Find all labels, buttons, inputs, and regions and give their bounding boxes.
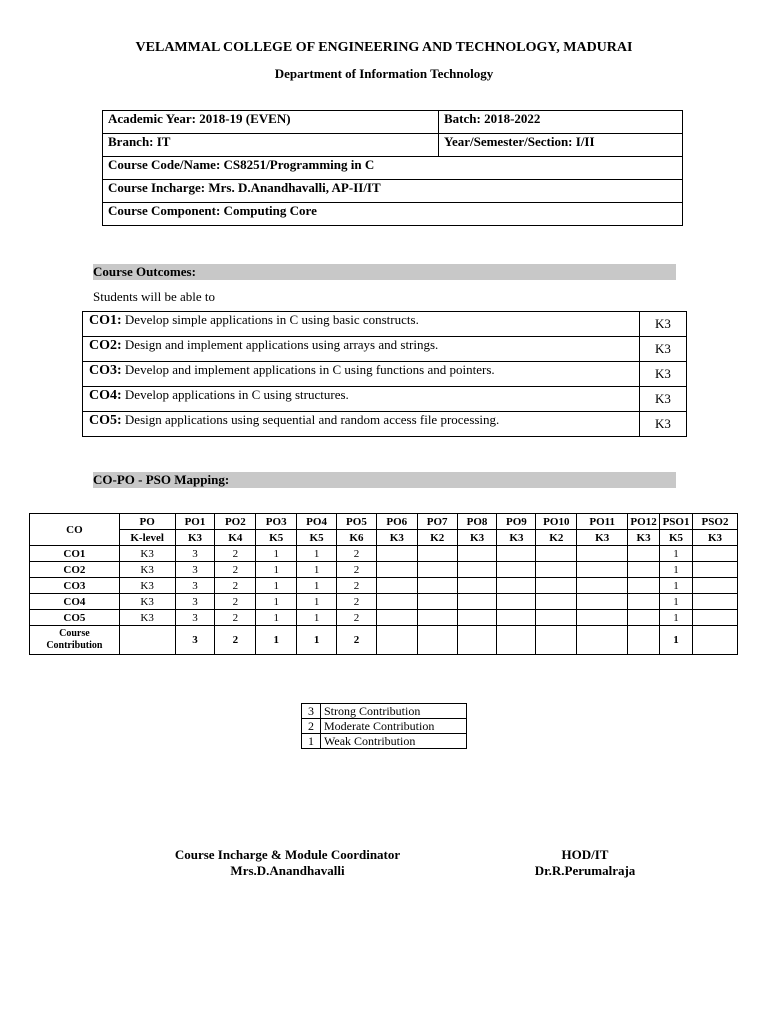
mapping-cell: 1 xyxy=(297,578,337,594)
course-outcomes-heading: Course Outcomes: xyxy=(93,264,676,280)
klevel-header-cell: K5 xyxy=(660,530,693,546)
mapping-cell xyxy=(376,562,417,578)
mapping-cell xyxy=(497,594,536,610)
mapping-cell: 1 xyxy=(256,562,297,578)
outcome-description xyxy=(83,412,640,437)
mapping-cell xyxy=(536,594,577,610)
mapping-cell: 2 xyxy=(337,546,377,562)
mapping-cell xyxy=(536,546,577,562)
contribution-label-line1: Course xyxy=(59,628,90,639)
academic-year: Academic Year: 2018-19 (EVEN) xyxy=(103,111,439,134)
mapping-row xyxy=(30,594,738,610)
outcome-code: CO3: xyxy=(89,363,122,378)
right-signature-name: Dr.R.Perumalraja xyxy=(534,863,636,878)
outcome-level: K3 xyxy=(640,387,687,412)
contribution-cell xyxy=(577,626,628,655)
mapping-row xyxy=(30,546,738,562)
contribution-cell: 2 xyxy=(337,626,377,655)
mapping-header-row xyxy=(30,514,738,530)
klevel-header-row xyxy=(30,530,738,546)
mapping-cell xyxy=(497,546,536,562)
outcome-description xyxy=(83,337,640,362)
outcome-level: K3 xyxy=(640,362,687,387)
mapping-cell xyxy=(417,578,457,594)
mapping-cell: 1 xyxy=(256,546,297,562)
outcome-description xyxy=(83,387,640,412)
mapping-cell xyxy=(417,546,457,562)
outcome-level: K3 xyxy=(640,312,687,337)
course-contribution-label xyxy=(30,626,120,655)
contribution-cell xyxy=(497,626,536,655)
po-header-cell: PO3 xyxy=(256,514,297,530)
klevel-header-cell: K4 xyxy=(215,530,256,546)
mapping-cell: 3 xyxy=(175,610,215,626)
mapping-co-label: CO3 xyxy=(30,578,120,594)
contribution-cell xyxy=(536,626,577,655)
mapping-cell: 1 xyxy=(660,594,693,610)
legend-value: 2 xyxy=(302,719,321,734)
klevel-header-cell: K6 xyxy=(337,530,377,546)
mapping-heading: CO-PO - PSO Mapping: xyxy=(93,472,676,488)
outcome-text: Develop simple applications in C using basic constructs. xyxy=(121,312,419,327)
mapping-co-label: CO1 xyxy=(30,546,120,562)
outcome-level: K3 xyxy=(640,412,687,437)
course-outcome-row xyxy=(83,412,687,437)
contribution-cell xyxy=(376,626,417,655)
po-header-cell: PO5 xyxy=(337,514,377,530)
mapping-cell xyxy=(497,610,536,626)
contribution-cell: 1 xyxy=(256,626,297,655)
mapping-cell xyxy=(457,610,497,626)
mapping-cell xyxy=(457,594,497,610)
mapping-cell: 3 xyxy=(175,578,215,594)
po-header-cell: PO xyxy=(119,514,175,530)
legend-value: 3 xyxy=(302,704,321,719)
co-po-mapping-table xyxy=(29,513,738,655)
mapping-cell xyxy=(577,610,628,626)
klevel-header-cell: K3 xyxy=(175,530,215,546)
mapping-cell: 1 xyxy=(297,594,337,610)
mapping-cell xyxy=(693,562,738,578)
course-info-table xyxy=(102,110,683,226)
contribution-cell xyxy=(457,626,497,655)
mapping-co-label: CO4 xyxy=(30,594,120,610)
contribution-cell xyxy=(417,626,457,655)
course-outcomes-table xyxy=(82,311,687,437)
contribution-cell xyxy=(628,626,660,655)
legend-label: Strong Contribution xyxy=(321,704,467,719)
mapping-cell: K3 xyxy=(119,610,175,626)
po-header-cell: PO1 xyxy=(175,514,215,530)
course-outcome-row xyxy=(83,337,687,362)
mapping-cell: K3 xyxy=(119,546,175,562)
mapping-cell: 2 xyxy=(215,594,256,610)
mapping-cell xyxy=(577,578,628,594)
mapping-cell: 2 xyxy=(215,562,256,578)
legend-row xyxy=(302,719,467,734)
outcome-text: Develop applications in C using structures. xyxy=(121,387,349,402)
mapping-cell: 2 xyxy=(337,610,377,626)
po-header-cell: PO12 xyxy=(628,514,660,530)
course-component: Course Component: Computing Core xyxy=(103,203,683,226)
mapping-co-label: CO2 xyxy=(30,562,120,578)
mapping-cell xyxy=(417,610,457,626)
legend-label: Moderate Contribution xyxy=(321,719,467,734)
klevel-header-cell: K5 xyxy=(256,530,297,546)
course-incharge: Course Incharge: Mrs. D.Anandhavalli, AP-II/IT xyxy=(103,180,683,203)
mapping-cell: 1 xyxy=(660,546,693,562)
mapping-cell xyxy=(693,610,738,626)
outcome-text: Design applications using sequential and random access file processing. xyxy=(121,412,500,427)
outcomes-intro: Students will be able to xyxy=(93,289,216,304)
co-column-header: CO xyxy=(30,514,120,546)
klevel-header-cell: K3 xyxy=(628,530,660,546)
outcome-level: K3 xyxy=(640,337,687,362)
mapping-cell xyxy=(628,546,660,562)
mapping-cell: 1 xyxy=(660,610,693,626)
outcome-text: Develop and implement applications in C using functions and pointers. xyxy=(121,362,495,377)
mapping-cell xyxy=(628,594,660,610)
mapping-cell xyxy=(376,610,417,626)
left-signature-name: Mrs.D.Anandhavalli xyxy=(230,863,345,878)
outcome-code: CO5: xyxy=(89,413,122,428)
mapping-cell: K3 xyxy=(119,562,175,578)
mapping-cell xyxy=(376,578,417,594)
contribution-label-line2: Contribution xyxy=(46,640,103,651)
legend-row xyxy=(302,704,467,719)
mapping-cell: 1 xyxy=(660,578,693,594)
po-header-cell: PO8 xyxy=(457,514,497,530)
klevel-header-cell: K3 xyxy=(577,530,628,546)
mapping-cell: 1 xyxy=(297,562,337,578)
course-outcome-row xyxy=(83,362,687,387)
mapping-cell: 3 xyxy=(175,546,215,562)
klevel-header-cell: K-level xyxy=(119,530,175,546)
batch: Batch: 2018-2022 xyxy=(439,111,683,134)
mapping-cell: 2 xyxy=(215,610,256,626)
outcome-text: Design and implement applications using arrays and strings. xyxy=(121,337,439,352)
mapping-cell xyxy=(457,546,497,562)
mapping-cell xyxy=(693,594,738,610)
mapping-cell: K3 xyxy=(119,594,175,610)
klevel-header-cell: K2 xyxy=(536,530,577,546)
mapping-cell: 1 xyxy=(660,562,693,578)
mapping-cell xyxy=(536,578,577,594)
klevel-header-cell: K3 xyxy=(497,530,536,546)
mapping-cell xyxy=(497,578,536,594)
contribution-cell: 1 xyxy=(660,626,693,655)
mapping-cell xyxy=(497,562,536,578)
po-header-cell: PO11 xyxy=(577,514,628,530)
mapping-cell: 2 xyxy=(215,546,256,562)
outcome-description xyxy=(83,312,640,337)
mapping-cell xyxy=(536,610,577,626)
outcome-code: CO2: xyxy=(89,338,122,353)
course-outcome-row xyxy=(83,312,687,337)
left-signature-role: Course Incharge & Module Coordinator xyxy=(174,847,401,862)
legend-label: Weak Contribution xyxy=(321,734,467,749)
po-header-cell: PSO1 xyxy=(660,514,693,530)
mapping-cell xyxy=(376,594,417,610)
mapping-cell: 2 xyxy=(337,562,377,578)
course-contribution-row xyxy=(30,626,738,655)
contribution-legend xyxy=(301,703,467,749)
contribution-cell: 2 xyxy=(215,626,256,655)
mapping-cell: 1 xyxy=(297,546,337,562)
mapping-cell xyxy=(577,562,628,578)
mapping-cell xyxy=(457,578,497,594)
contribution-cell: 3 xyxy=(175,626,215,655)
klevel-header-cell: K3 xyxy=(693,530,738,546)
year-semester-section: Year/Semester/Section: I/II xyxy=(439,134,683,157)
outcome-code: CO1: xyxy=(89,313,122,328)
mapping-cell xyxy=(577,594,628,610)
mapping-cell xyxy=(417,562,457,578)
mapping-cell: 2 xyxy=(337,594,377,610)
contribution-cell xyxy=(119,626,175,655)
college-title: VELAMMAL COLLEGE OF ENGINEERING AND TECHNOLOGY, MADURAI xyxy=(135,40,633,55)
mapping-cell: 1 xyxy=(256,594,297,610)
po-header-cell: PO4 xyxy=(297,514,337,530)
right-signature-role: HOD/IT xyxy=(561,847,609,862)
course-code-name: Course Code/Name: CS8251/Programming in C xyxy=(103,157,683,180)
mapping-co-label: CO5 xyxy=(30,610,120,626)
klevel-header-cell: K5 xyxy=(297,530,337,546)
mapping-cell xyxy=(693,546,738,562)
legend-value: 1 xyxy=(302,734,321,749)
klevel-header-cell: K3 xyxy=(376,530,417,546)
po-header-cell: PO7 xyxy=(417,514,457,530)
mapping-cell xyxy=(628,578,660,594)
mapping-cell xyxy=(628,562,660,578)
mapping-cell xyxy=(693,578,738,594)
mapping-cell xyxy=(628,610,660,626)
mapping-cell: 2 xyxy=(337,578,377,594)
mapping-cell: 1 xyxy=(297,610,337,626)
legend-row xyxy=(302,734,467,749)
contribution-cell xyxy=(693,626,738,655)
mapping-cell: 3 xyxy=(175,594,215,610)
po-header-cell: PSO2 xyxy=(693,514,738,530)
department-title: Department of Information Technology xyxy=(274,66,494,81)
mapping-row xyxy=(30,610,738,626)
mapping-cell: K3 xyxy=(119,578,175,594)
po-header-cell: PO2 xyxy=(215,514,256,530)
mapping-cell: 2 xyxy=(215,578,256,594)
contribution-cell: 1 xyxy=(297,626,337,655)
mapping-row xyxy=(30,562,738,578)
mapping-cell xyxy=(577,546,628,562)
mapping-cell xyxy=(417,594,457,610)
mapping-cell: 1 xyxy=(256,610,297,626)
po-header-cell: PO10 xyxy=(536,514,577,530)
outcome-code: CO4: xyxy=(89,388,122,403)
mapping-cell xyxy=(536,562,577,578)
mapping-cell xyxy=(457,562,497,578)
branch: Branch: IT xyxy=(103,134,439,157)
po-header-cell: PO6 xyxy=(376,514,417,530)
outcome-description xyxy=(83,362,640,387)
mapping-cell xyxy=(376,546,417,562)
mapping-cell: 1 xyxy=(256,578,297,594)
po-header-cell: PO9 xyxy=(497,514,536,530)
klevel-header-cell: K3 xyxy=(457,530,497,546)
mapping-cell: 3 xyxy=(175,562,215,578)
course-outcome-row xyxy=(83,387,687,412)
mapping-row xyxy=(30,578,738,594)
klevel-header-cell: K2 xyxy=(417,530,457,546)
